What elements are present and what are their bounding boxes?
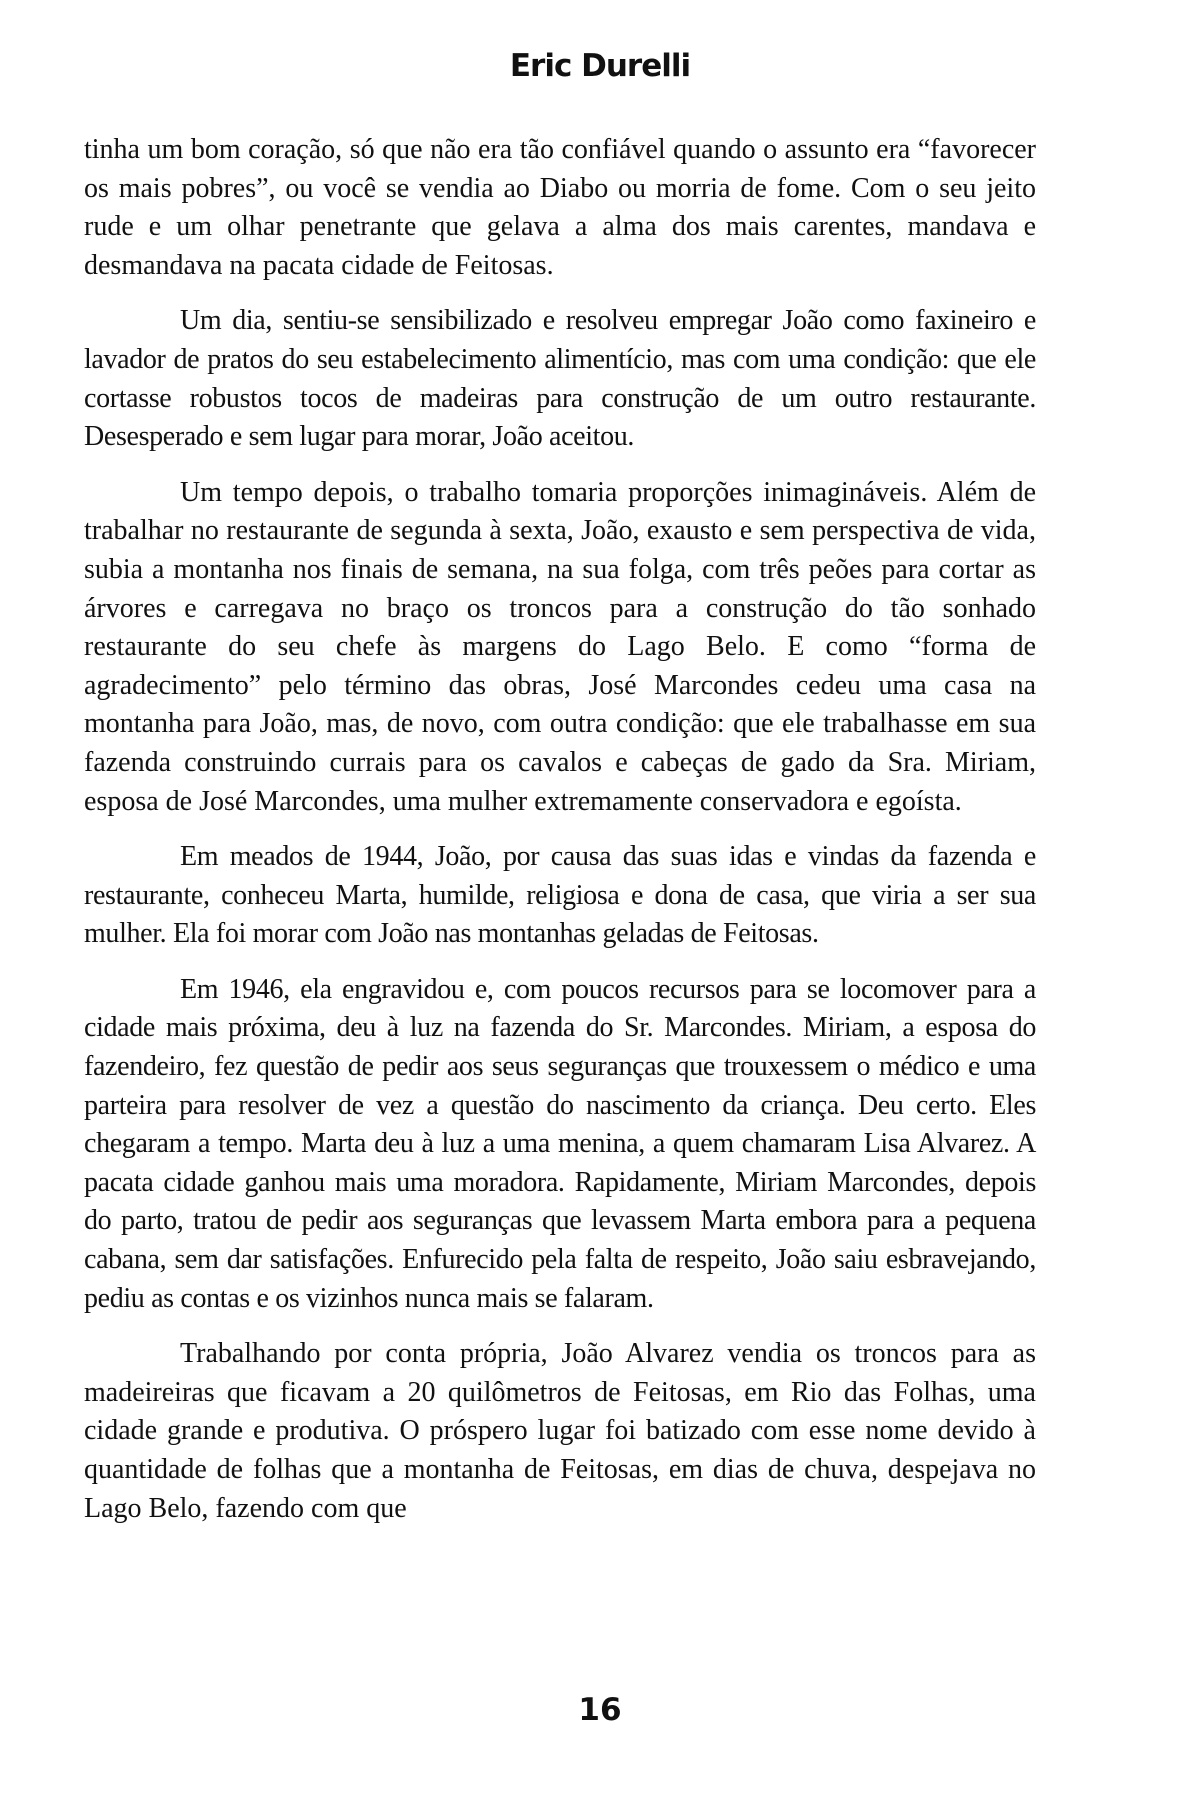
page-number: 16 bbox=[578, 1692, 622, 1728]
paragraph-5: Em 1946, ela engravidou e, com poucos recursos para se locomover para a cidade mais próxima, deu à luz na fazenda do Sr. Marcondes. Miriam, a esposa do fazendeiro, fez questão de pedir aos seus seguranças que trouxessem o médico e uma parteira para resolver de vez a questão do nascimento da criança. Deu certo. Eles chegaram a tempo. Marta deu à luz a uma menina, a quem chamaram Lisa Alvarez. A pacata cidade ganhou mais uma moradora. Rapidamente, Miriam Marcondes, depois do parto, tratou de pedir aos seguranças que levassem Marta embora para a pequena cabana, sem dar satisfações. Enfurecido pela falta de respeito, João saiu esbravejando, pediu as contas e os vizinhos nunca mais se falaram. bbox=[84, 973, 1036, 1314]
paragraph-6: Trabalhando por conta própria, João Alvarez vendia os troncos para as madeireiras que ficavam a 20 quilômetros de Feitosas, em Rio das Folhas, uma cidade grande e produtiva. O próspero lugar foi batizado com esse nome devido à quantidade de folhas que a montanha de Feitosas, em dias de chuva, despejava no Lago Belo, fazendo com que bbox=[84, 1338, 1036, 1524]
paragraph-1: tinha um bom coração, só que não era tão confiável quando o assunto era “favorecer os mais pobres”, ou você se vendia ao Diabo ou morria de fome. Com o seu jeito rude e um olhar penetrante que gelava a alma dos mais carentes, mandava e desmandava na pacata cidade de Feitosas. bbox=[84, 134, 1036, 281]
paragraph-2: Um dia, sentiu-se sensibilizado e resolveu empregar João como faxineiro e lavador de pratos do seu estabelecimento alimentício, mas com uma condição: que ele cortasse robustos tocos de madeiras para construção de um outro restaurante. Desesperado e sem lugar para morar, João aceitou. bbox=[84, 305, 1036, 453]
body-text bbox=[84, 131, 1036, 1545]
running-head-author: Eric Durelli bbox=[509, 48, 691, 84]
paragraph-3: Um tempo depois, o trabalho tomaria proporções inimagináveis. Além de trabalhar no restaurante de segunda à sexta, João, exausto e sem perspectiva de vida, subia a montanha nos finais de semana, na sua folga, com três peões para cortar as árvores e carregava no braço os troncos para a construção do tão sonhado restaurante do seu chefe às margens do Lago Belo. E como “forma de agradecimento” pelo término das obras, José Marcondes cedeu uma casa na montanha para João, mas, de novo, com outra condição: que ele trabalhasse em sua fazenda construindo currais para os cavalos e cabeças de gado da Sra. Miriam, esposa de José Marcondes, uma mulher extremamente conservadora e egoísta. bbox=[84, 476, 1036, 817]
paragraph-4: Em meados de 1944, João, por causa das suas idas e vindas da fazenda e restaurante, conheceu Marta, humilde, religiosa e dona de casa, que viria a ser sua mulher. Ela foi morar com João nas montanhas geladas de Feitosas. bbox=[84, 841, 1036, 950]
